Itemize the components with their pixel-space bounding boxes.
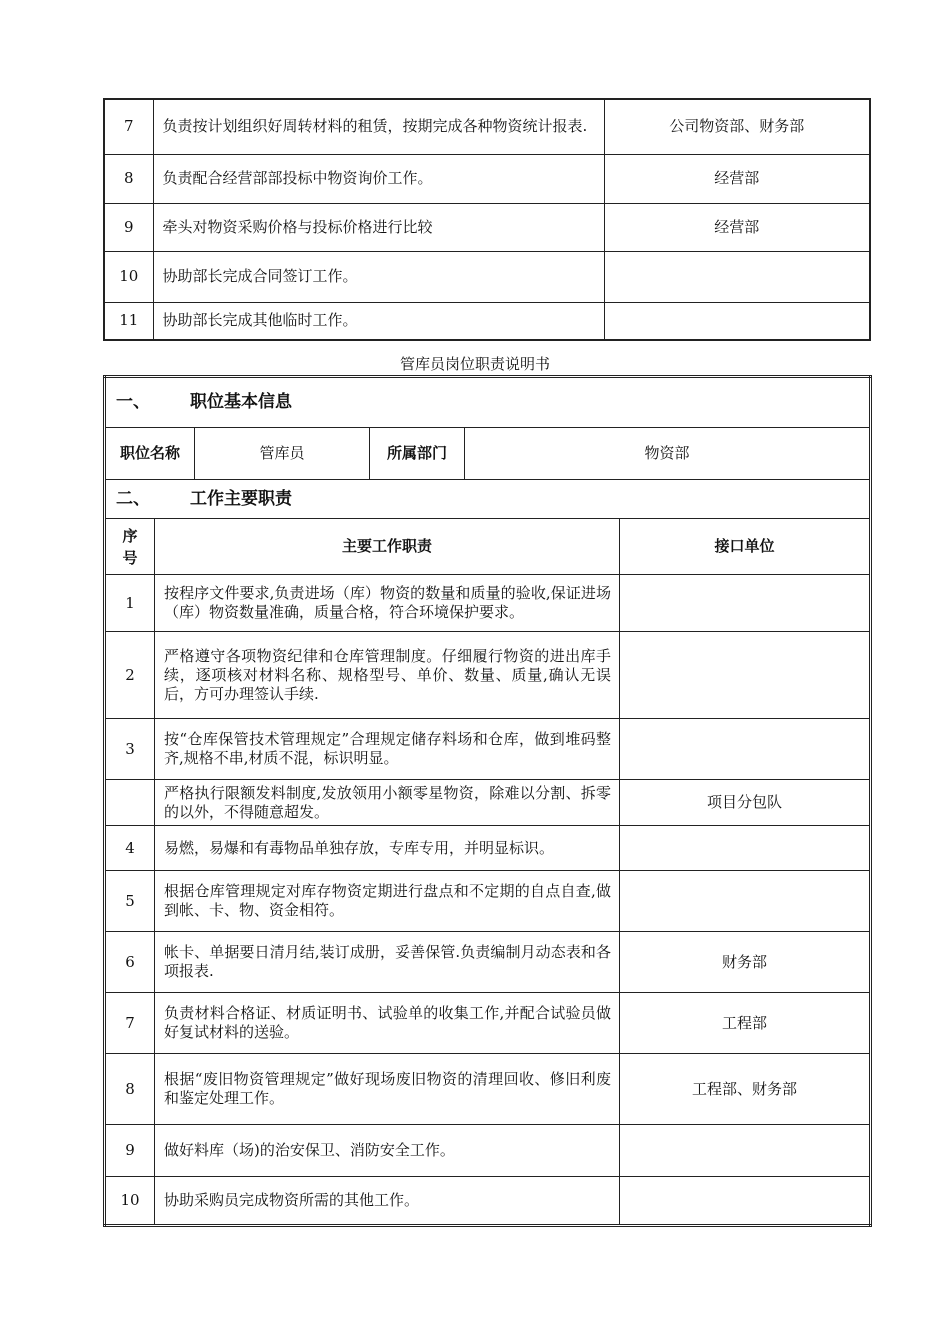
table-row [105,871,871,932]
duty-text: 协助部长完成其他临时工作。 [153,302,604,340]
header-main-duties: 主要工作职责 [155,519,620,575]
section-duties-row [105,480,871,519]
position-name-label: 职位名称 [105,428,195,480]
row-number: 4 [105,826,155,871]
table-row [105,993,871,1054]
duty-text: 协助采购员完成物资所需的其他工作。 [155,1177,620,1226]
duty-text: 负责配合经营部部投标中物资询价工作。 [153,154,604,203]
row-number: 7 [104,99,153,154]
interface-unit [620,826,871,871]
section-index: 一、 [116,392,150,412]
previous-duties-body [104,99,870,340]
interface-unit [620,719,871,780]
table-row [104,302,870,340]
header-serial-label: 序号 [122,526,138,567]
header-interface-unit: 接口单位 [620,519,871,575]
duty-text: 按“仓库保管技术管理规定”合理规定储存料场和仓库，做到堆码整齐,规格不串,材质不混，标识明显。 [155,719,620,780]
duty-text: 根据“废旧物资管理规定”做好现场废旧物资的清理回收、修旧利废和鉴定处理工作。 [155,1054,620,1125]
row-number: 1 [105,575,155,632]
document-title: 管库员岗位职责说明书 [399,355,550,373]
duty-text: 严格遵守各项物资纪律和仓库管理制度。仔细履行物资的进出库手续，逐项核对材料名称、规格型号、单价、数量、质量,确认无误后，方可办理签认手续. [155,632,620,719]
interface-unit: 公司物资部、财务部 [604,99,870,154]
duty-text: 易燃，易爆和有毒物品单独存放，专库专用，并明显标识。 [155,826,620,871]
interface-unit [620,871,871,932]
storekeeper-duties-table [103,375,872,1227]
row-number: 5 [105,871,155,932]
section-index: 二、 [116,488,150,509]
duties-header-row [105,519,871,575]
table-row [104,251,870,302]
section-main-duties [105,480,871,519]
row-number: 10 [105,1177,155,1226]
duty-text: 做好料库（场)的治安保卫、消防安全工作。 [155,1125,620,1177]
duty-text: 根据仓库管理规定对库存物资定期进行盘点和不定期的自点自查,做到帐、卡、物、资金相符。 [155,871,620,932]
row-number: 6 [105,932,155,993]
duty-text: 牵头对物资采购价格与投标价格进行比较 [153,203,604,251]
row-number: 9 [104,203,153,251]
interface-unit: 工程部 [620,993,871,1054]
table-row [104,203,870,251]
interface-unit [620,632,871,719]
position-name-value: 管库员 [195,428,370,480]
row-number: 2 [105,632,155,719]
duty-text: 帐卡、单据要日清月结,装订成册，妥善保管.负责编制月动态表和各项报表. [155,932,620,993]
row-number: 9 [105,1125,155,1177]
row-number: 10 [104,251,153,302]
table-row [105,1054,871,1125]
duty-text: 协助部长完成合同签订工作。 [153,251,604,302]
table-row [105,932,871,993]
duty-text: 按程序文件要求,负责进场（库）物资的数量和质量的验收,保证进场（库）物资数量准确，质量合格，符合环境保护要求。 [155,575,620,632]
row-number: 11 [104,302,153,340]
table-row [105,1125,871,1177]
section-title: 工作主要职责 [190,488,292,509]
interface-unit: 经营部 [604,154,870,203]
position-info-row [105,428,871,480]
interface-unit: 财务部 [620,932,871,993]
table-row [105,632,871,719]
duty-text: 负责按计划组织好周转材料的租赁，按期完成各种物资统计报表. [153,99,604,154]
storekeeper-duties-body [105,377,871,1226]
row-number [105,780,155,826]
table-row [104,154,870,203]
department-label: 所属部门 [370,428,465,480]
row-number: 8 [105,1054,155,1125]
row-number: 7 [105,993,155,1054]
table-row [104,99,870,154]
interface-unit: 工程部、财务部 [620,1054,871,1125]
table-row [105,780,871,826]
interface-unit [604,251,870,302]
section-basic-info [105,377,871,428]
table-row [105,826,871,871]
table-row [105,1177,871,1226]
previous-duties-table [103,98,871,341]
interface-unit [620,1125,871,1177]
table-row [105,719,871,780]
row-number: 3 [105,719,155,780]
department-value: 物资部 [465,428,871,480]
interface-unit: 经营部 [604,203,870,251]
section-basic-info-row [105,377,871,428]
interface-unit: 项目分包队 [620,780,871,826]
duty-text: 负责材料合格证、材质证明书、试验单的收集工作,并配合试验员做好复试材料的送验。 [155,993,620,1054]
header-serial-number [105,519,155,575]
interface-unit [604,302,870,340]
duty-text: 严格执行限额发料制度,发放领用小额零星物资，除难以分割、拆零的以外，不得随意超发。 [155,780,620,826]
interface-unit [620,1177,871,1226]
row-number: 8 [104,154,153,203]
table-row [105,575,871,632]
section-title: 职位基本信息 [190,392,292,412]
interface-unit [620,575,871,632]
